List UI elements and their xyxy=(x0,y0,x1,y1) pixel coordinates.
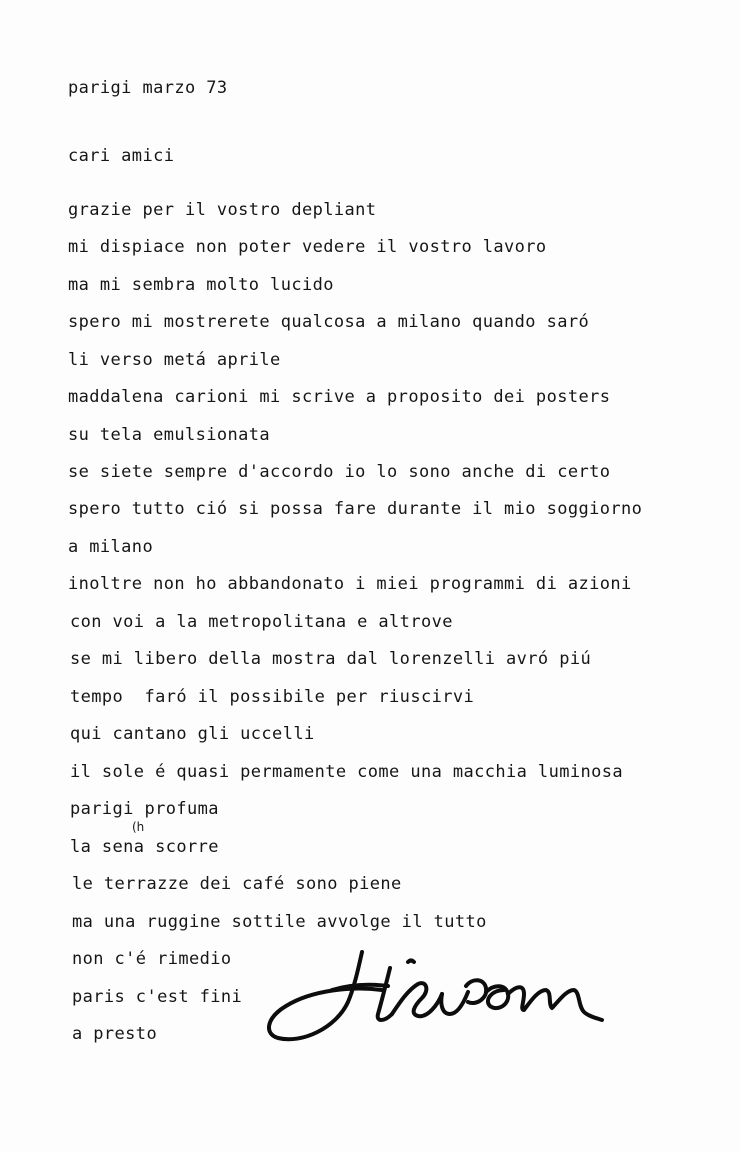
letter-line: su tela emulsionata xyxy=(68,425,271,445)
letter-line: ma mi sembra molto lucido xyxy=(68,275,334,295)
letter-line: le terrazze dei café sono piene xyxy=(72,874,402,894)
signature-stroke xyxy=(378,968,392,1020)
signature-stroke xyxy=(486,986,508,1008)
letter-line: spero mi mostrerete qualcosa a milano quando saró xyxy=(68,312,590,332)
letter-line: non c'é rimedio xyxy=(72,949,232,969)
letter-line: con voi a la metropolitana e altrove xyxy=(70,612,453,632)
letter-line: se mi libero della mostra dal lorenzelli avró piú xyxy=(70,649,592,669)
letter-line: tempo faró il possibile per riuscirvi xyxy=(70,687,475,707)
letter-line: inoltre non ho abbandonato i miei programmi di azioni xyxy=(68,574,632,594)
signature-stroke xyxy=(441,992,468,1014)
letter-line: parigi profuma xyxy=(70,799,219,819)
letter-line: grazie per il vostro depliant xyxy=(68,200,377,220)
signature-stroke xyxy=(269,952,382,1039)
handwritten-correction: (h xyxy=(132,820,145,834)
letter-line: se siete sempre d'accordo io lo sono anche di certo xyxy=(68,462,611,482)
signature-stroke xyxy=(408,961,414,963)
letter-line: maddalena carioni mi scrive a proposito dei posters xyxy=(68,387,611,407)
letter-line: a presto xyxy=(72,1024,158,1044)
letter-line: li verso metá aprile xyxy=(68,350,281,370)
letter-line: qui cantano gli uccelli xyxy=(70,724,315,744)
letter-line: ma una ruggine sottile avvolge il tutto xyxy=(72,912,487,932)
signature-stroke xyxy=(508,987,602,1020)
letter-line: spero tutto ció si possa fare durante il mio soggiorno xyxy=(68,499,643,519)
letter-line: mi dispiace non poter vedere il vostro lavoro xyxy=(68,237,547,257)
letter-line: paris c'est fini xyxy=(72,987,243,1007)
letter-line: il sole é quasi permamente come una macchia luminosa xyxy=(70,762,624,782)
letter-line: la sena scorre xyxy=(70,837,219,857)
letter-date: parigi marzo 73 xyxy=(68,78,228,98)
letter-line: a milano xyxy=(68,537,154,557)
signature-image xyxy=(262,940,612,1050)
letter-salutation: cari amici xyxy=(68,146,175,166)
signature-stroke xyxy=(392,983,442,1016)
